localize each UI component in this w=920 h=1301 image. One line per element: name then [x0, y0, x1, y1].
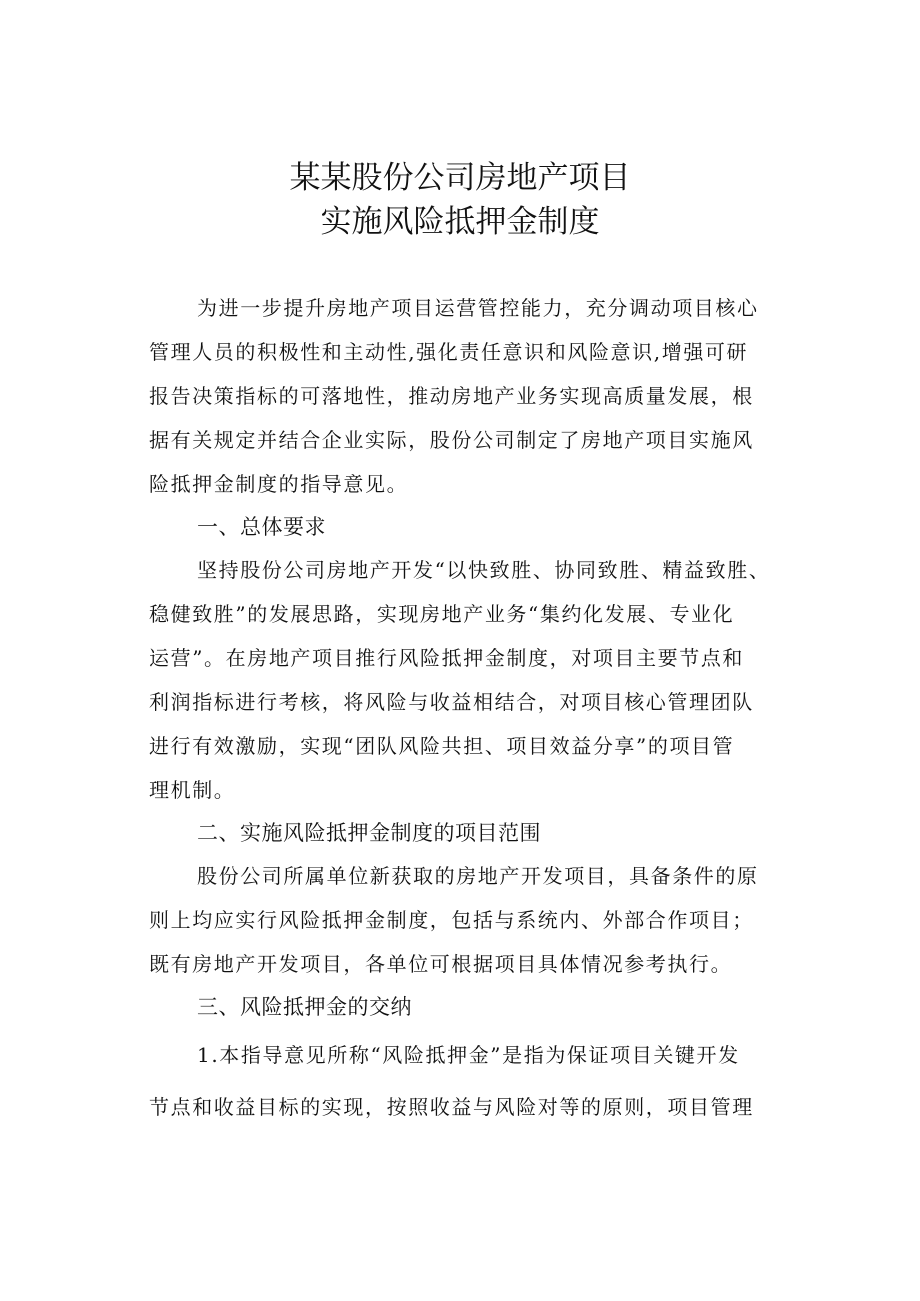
section-2-line: 则上均应实行风险抵押金制度，包括与系统内、外部合作项目； — [149, 908, 754, 932]
document-title-line-2: 实施风险抵押金制度 — [320, 204, 600, 240]
intro-line: 管理人员的积极性和主动性,强化责任意识和风险意识,增强可研 — [149, 340, 749, 364]
section-1-line: 利润指标进行考核，将风险与收益相结合，对项目核心管理团队 — [149, 690, 754, 714]
section-1-line: 理机制。 — [149, 778, 236, 802]
intro-line: 报告决策指标的可落地性，推动房地产业务实现高质量发展，根 — [149, 384, 754, 408]
section-3-heading: 三、风险抵押金的交纳 — [197, 995, 412, 1019]
section-1-line: 运营”。在房地产项目推行风险抵押金制度，对项目主要节点和 — [149, 646, 745, 670]
section-1-line: 稳健致胜”的发展思路，实现房地产业务“集约化发展、专业化 — [149, 602, 735, 626]
document-title-line-1: 某某股份公司房地产项目 — [289, 160, 631, 196]
section-3-line: 节点和收益目标的实现，按照收益与风险对等的原则，项目管理 — [149, 1095, 754, 1119]
intro-line: 据有关规定并结合企业实际，股份公司制定了房地产项目实施风 — [149, 428, 754, 452]
section-2-heading: 二、实施风险抵押金制度的项目范围 — [197, 821, 541, 845]
section-1-line: 坚持股份公司房地产开发“以快致胜、协同致胜、精益致胜、 — [197, 558, 771, 582]
section-2-line: 股份公司所属单位新获取的房地产开发项目，具备条件的原 — [197, 864, 759, 888]
section-1-line: 进行有效激励，实现“团队风险共担、项目效益分享”的项目管 — [149, 734, 735, 758]
section-2-line: 既有房地产开发项目，各单位可根据项目具体情况参考执行。 — [149, 952, 733, 976]
section-3-line: 1.本指导意见所称“风险抵押金”是指为保证项目关键开发 — [197, 1043, 740, 1067]
intro-line: 为进一步提升房地产项目运营管控能力，充分调动项目核心 — [197, 296, 759, 320]
intro-line: 险抵押金制度的指导意见。 — [149, 472, 409, 496]
section-1-heading: 一、总体要求 — [197, 515, 326, 539]
